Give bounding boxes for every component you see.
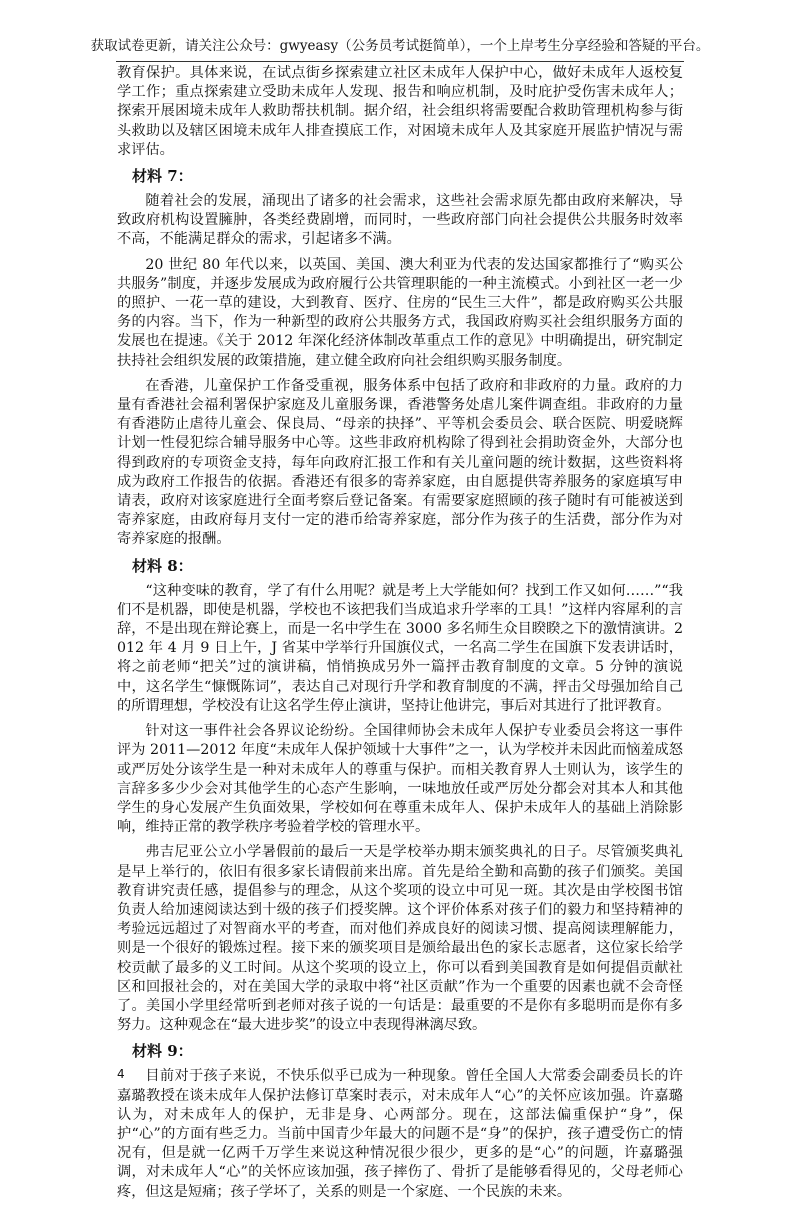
material-heading: 材料 9： [132, 1042, 193, 1061]
page-header [60, 36, 740, 56]
header-text: 获取试卷更新，请关注公众号：gwyeasy（公务员考试挺简单），一个上岸考生分享经验和答疑的平台。 [90, 38, 710, 54]
material-heading: 材料 7： [132, 167, 193, 186]
paragraph: 在香港，儿童保护工作备受重视，服务体系中包括了政府和非政府的力量。政府的力量有香港社会福利署保护家庭及儿童服务课，香港警务处虐儿案件调查组。非政府的力量有香港防止虐待儿童会、保良局、“母亲的抉择”、平等机会委员会、联合医院、明爱晓辉计划一性侵犯综合辅导服务中心等。这些非政府机构除了得到社会捐助资金外，大部分也得到政府的专项资金支持，每年向政府汇报工作和有关儿童问题的统计数据，这些资料将成为政府工作报告的依据。香港还有很多的寄养家庭，由自愿提供寄养服务的家庭填写申请表，政府对该家庭进行全面考察后登记备案。有需要家庭照顾的孩子随时有可能被送到寄养家庭，由政府每月支付一定的港币给寄养家庭，部分作为孩子的生活费，部分作为对寄养家庭的报酬。 [117, 377, 683, 548]
header-rule [116, 61, 684, 62]
paragraph: 针对这一事件社会各界议论纷纷。全国律师协会未成年人保护专业委员会将这一事件评为 2011—2012 年度“未成年人保护领域十大事件”之一，认为学校并未因此而恼羞成怒或严厉处分该学生是一种对未成年人的尊重与保护。而相关教育界人士则认为，该学生的言辞多多少少会对其他学生的心态产生影响，一味地放任或严厉处分都会对其本人和其他学生的身心发展产生负面效果，学校如何在尊重未成年人、保护未成年人的基础上消除影响，维持正常的教学秩序考验着学校的管理水平。 [117, 723, 683, 836]
document-body [117, 64, 683, 1208]
paragraph: 目前对于孩子来说，不快乐似乎已成为一种现象。曾任全国人大常委会副委员长的许嘉璐教授在谈未成年人保护法修订草案时表示，对未成年人“心”的关怀应该加强。许嘉璐认为，对未成年人的保护，无非是身、心两部分。现在，这部法偏重保护“身”，保护“心”的方面有些乏力。当前中国青少年最大的问题不是“身”的保护，孩子遭受伤亡的情况有，但是就一亿两千万学生来说这种情况很少很少，更多的是“心”的问题，许嘉璐强调，对未成年人“心”的关怀应该加强，孩子摔伤了、骨折了是能够看得见的，父母老师心疼，但这是短痛；孩子学坏了，关系的则是一个家庭、一个民族的未来。 [117, 1068, 683, 1200]
page-number: 4 [117, 1067, 125, 1081]
paragraph: 弗吉尼亚公立小学暑假前的最后一天是学校举办期末颁奖典礼的日子。尽管颁奖典礼是早上举行的，依旧有很多家长请假前来出席。首先是给全勤和高勤的孩子们颁奖。美国教育讲究责任感，提倡参与的理念，从这个奖项的设立中可见一斑。其次是由学校图书馆负责人给加速阅读达到十级的孩子们授奖牌。这个评价体系对孩子们的毅力和坚持精神的考验远远超过了对智商水平的考查，而对他们养成良好的阅读习惯、提高阅读理解能力，则是一个很好的锻炼过程。接下来的颁奖项目是颁给最出色的家长志愿者，这位家长给学校贡献了最多的义工时间。从这个奖项的设立上，你可以看到美国教育是如何提倡贡献社区和回报社会的，对在美国大学的录取中将“社区贡献”作为一个重要的因素也就不会奇怪了。美国小学里经常听到老师对孩子说的一句话是：最重要的不是你有多聪明而是你有多努力。这种观念在“最大进步奖”的设立中表现得淋漓尽致。 [117, 844, 683, 1034]
paragraph: 20 世纪 80 年代以来，以英国、美国、澳大利亚为代表的发达国家都推行了“购买公共服务”制度，并逐步发展成为政府履行公共管理职能的一种主流模式。小到社区一老一少的照护、一花一草的建设，大到教育、医疗、住房的“民生三大件”，都是政府购买公共服务的内容。当下，作为一种新型的政府公共服务方式，我国政府购买社会组织服务方面的发展也在提速。《关于 2012 年深化经济体制改革重点工作的意见》中明确提出，研究制定扶持社会组织发展的政策措施，建立健全政府向社会组织购买服务制度。 [117, 256, 683, 369]
paragraph: 随着社会的发展，涌现出了诸多的社会需求，这些社会需求原先都由政府来解决，导致政府机构设置臃肿，各类经费剧增，而同时，一些政府部门向社会提供公共服务时效率不高，不能满足群众的需求，引起诸多不满。 [117, 193, 683, 248]
paragraph: 教育保护。具体来说，在试点街乡探索建立社区未成年人保护中心，做好未成年人返校复学工作；重点探索建立受助未成年人发现、报告和响应机制，及时庇护受伤害未成年人；探索开展困境未成年人救助帮扶机制。据介绍，社会组织将需要配合救助管理机构参与街头救助以及辖区困境未成年人排查摸底工作，对困境未成年人及其家庭开展监护情况与需求评估。 [117, 65, 683, 158]
paragraph: “这种变味的教育，学了有什么用呢？就是考上大学能如何？找到工作又如何……”“我们不是机器，即使是机器，学校也不该把我们当成追求升学率的工具！”这样内容犀利的言辞，不是出现在辩论赛上，而是一名中学生在 3000 多名师生众目睽睽之下的激情演讲。2012 年 4 月 9 日上午，J 省某中学举行升国旗仪式，一名高二学生在国旗下发表讲话时，将之前老师“把关”过的演讲稿，悄悄换成另外一篇抨击教育制度的文章。5 分钟的演说中，这名学生“慷慨陈词”，表达自己对现行升学和教育制度的不满，抨击父母强加给自己的所谓理想，学校没有让这名学生停止演讲，坚持让他讲完，事后对其进行了批评教育。 [117, 582, 683, 714]
material-heading: 材料 8： [132, 556, 193, 575]
